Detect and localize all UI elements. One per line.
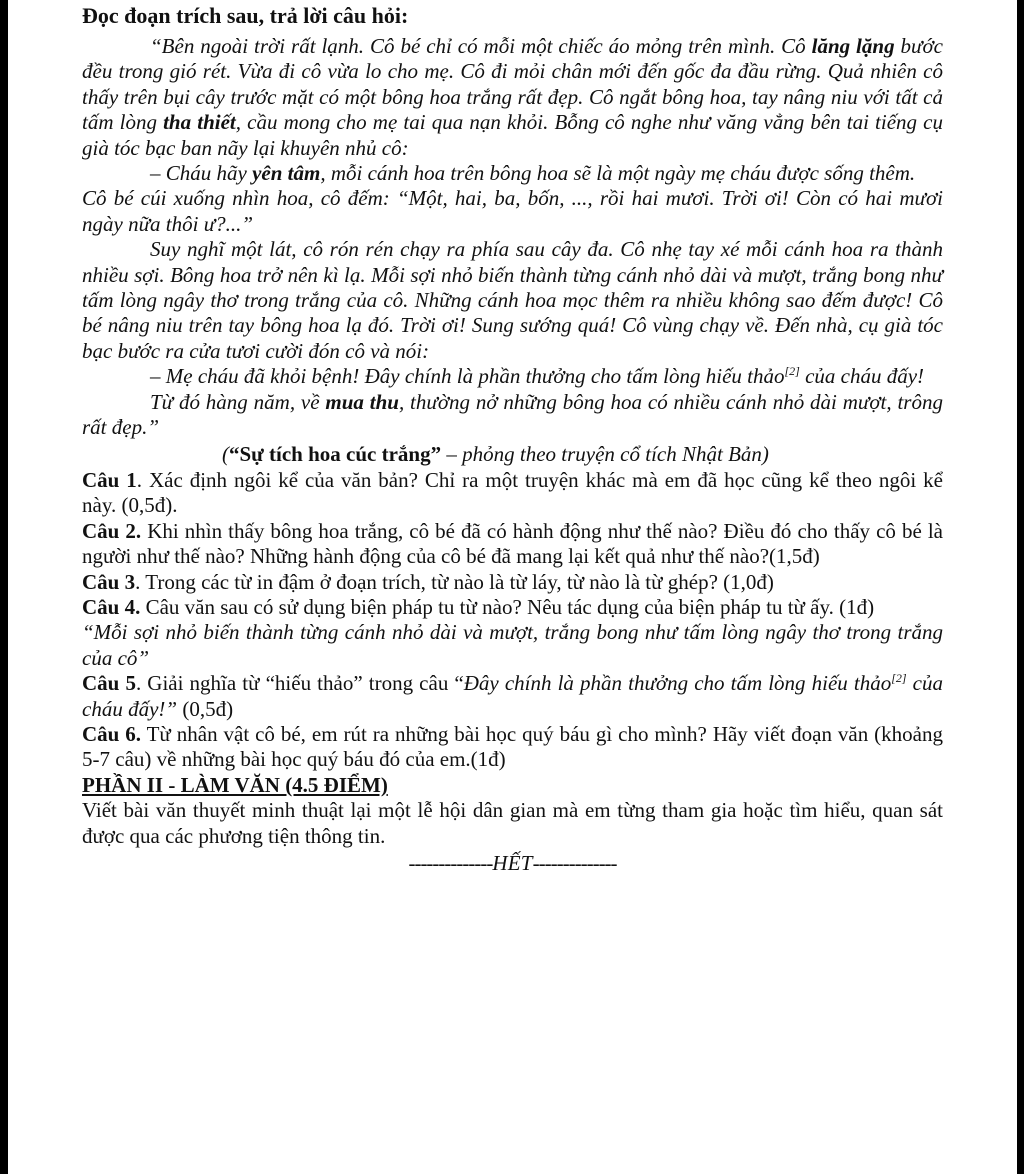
- text-segment: (: [222, 441, 229, 466]
- question-text: . Xác định ngôi kể của văn bản? Chỉ ra một truyện khác mà em đã học cũng kể theo ngôi kể này. (0,5đ).: [82, 467, 943, 518]
- bold-word-mua-thu: mua thu: [325, 389, 399, 414]
- question-4: [82, 595, 943, 620]
- text-segment: – phỏng theo truyện cổ tích Nhật Bản): [441, 441, 769, 466]
- footnote-marker: [2]: [891, 671, 907, 686]
- question-5-quote: Đây chính là phần thưởng cho tấm lòng hiếu thảo: [463, 671, 892, 696]
- question-5: [82, 671, 943, 722]
- question-3: [82, 570, 943, 595]
- bold-word-lang-lang: lăng lặng: [811, 34, 895, 58]
- part-2-title: PHẦN II - LÀM VĂN (4.5 ĐIỂM): [82, 772, 388, 797]
- text-segment: – Mẹ cháu đã khỏi bệnh! Đây chính là phần thưởng cho tấm lòng hiếu thảo: [150, 364, 785, 389]
- question-1: [82, 468, 943, 519]
- question-text: . Giải nghĩa từ “hiếu thảo” trong câu “: [135, 671, 464, 696]
- divider-dashes-left: --------------: [408, 851, 493, 875]
- question-4-quote: “Mỗi sợi nhỏ biến thành từng cánh nhỏ dài và mượt, trắng bong như tấm lòng ngây thơ trong trắng của cô”: [82, 620, 943, 670]
- question-label: Câu 5: [82, 671, 136, 696]
- question-5-quote-end: của cháu đấy!”: [82, 671, 943, 721]
- end-marker: [82, 851, 943, 876]
- excerpt-paragraph-2: [82, 161, 943, 186]
- text-segment: “Bên ngoài trời rất lạnh. Cô bé chỉ có mỗi một chiếc áo mỏng trên mình. Cô: [150, 34, 812, 58]
- excerpt-paragraph-4: Suy nghĩ một lát, cô rón rén chạy ra phía sau cây đa. Cô nhẹ tay xé mỗi cánh hoa ra thành nhiều sợi. Bông hoa trở nên kì lạ. Mỗi sợi nhỏ biến thành từng cánh nhỏ dài và mượt, trắng bong như tấm lòng ngây thơ trong trắng của cô. Những cánh hoa mọc thêm ra nhiều không sao đếm được! Cô bé nâng niu trên tay bông hoa lạ đó. Trời ơi! Sung sướng quá! Cô vùng chạy về. Đến nhà, cụ già tóc bạc bước ra cửa tươi cười đón cô và nói:: [82, 237, 943, 363]
- footnote-marker: [2]: [784, 364, 800, 379]
- reading-heading: Đọc đoạn trích sau, trả lời câu hỏi:: [82, 3, 409, 28]
- question-2: [82, 519, 943, 570]
- question-score: (0,5đ): [177, 696, 234, 721]
- question-label: Câu 2.: [82, 518, 142, 543]
- question-list: [82, 468, 943, 773]
- bold-word-tha-thiet: tha thiết: [163, 110, 236, 135]
- text-segment: của cháu đấy!: [799, 364, 925, 389]
- question-text: Từ nhân vật cô bé, em rút ra những bài học quý báu gì cho mình? Hãy viết đoạn văn (khoảng 5-7 câu) về những bài học quý báu đó của em.(1đ): [82, 721, 943, 772]
- end-label: HẾT: [492, 851, 533, 875]
- question-text: . Trong các từ in đậm ở đoạn trích, từ nào là từ láy, từ nào là từ ghép? (1,0đ): [135, 569, 774, 594]
- excerpt-paragraph-6: [82, 390, 943, 441]
- text-segment: Từ đó hàng năm, về: [150, 389, 326, 414]
- text-segment: , thường nở những bông hoa có nhiều cánh nhỏ dài mượt, trông rất đẹp.”: [82, 389, 943, 440]
- excerpt-paragraph-5: [82, 364, 943, 389]
- question-label: Câu 4.: [82, 594, 141, 619]
- source-title: “Sự tích hoa cúc trắng”: [229, 441, 442, 466]
- bold-word-yen-tam: yên tâm: [252, 161, 321, 186]
- question-6: [82, 722, 943, 773]
- excerpt-paragraph-3: Cô bé cúi xuống nhìn hoa, cô đếm: “Một, hai, ba, bốn, ..., rồi hai mươi. Trời ơi! Còn có hai mươi ngày nữa thôi ư?...”: [82, 186, 943, 236]
- excerpt-source: [82, 442, 943, 467]
- text-segment: , cầu mong cho mẹ tai qua nạn khỏi. Bỗng cô nghe như văng vẳng bên tai tiếng cụ già tóc bạc ban nãy lại khuyên nhủ cô:: [82, 110, 943, 160]
- exam-page: [8, 0, 1017, 1174]
- question-text: Câu văn sau có sử dụng biện pháp tu từ nào? Nêu tác dụng của biện pháp tu từ ấy. (1đ): [140, 594, 875, 619]
- question-label: Câu 6.: [82, 721, 142, 746]
- text-segment: – Cháu hãy: [150, 161, 253, 186]
- excerpt: [82, 34, 943, 441]
- question-text: Khi nhìn thấy bông hoa trắng, cô bé đã có hành động như thế nào? Điều đó cho thấy cô bé là người như thế nào? Những hành động của cô bé đã mang lại kết quả như thế nào?(1,5đ): [82, 518, 943, 569]
- text-segment: , mỗi cánh hoa trên bông hoa sẽ là một ngày mẹ cháu được sống thêm.: [320, 161, 916, 186]
- text-segment: bước đều trong gió rét. Vừa đi cô vừa lo cho mẹ. Cô đi mỏi chân mới đến gốc đa đầu rừng. Quả nhiên cô thấy trên bụi cây trước mặt có một bông hoa trắng rất đẹp. Cô ngắt bông hoa, tay nâng niu với tất cả tấm lòng: [82, 34, 943, 135]
- question-label: Câu 3: [82, 569, 136, 594]
- excerpt-paragraph-1: [82, 34, 943, 161]
- divider-dashes-right: --------------: [532, 851, 617, 875]
- part-2-prompt: Viết bài văn thuyết minh thuật lại một lễ hội dân gian mà em từng tham gia hoặc tìm hiểu, quan sát được qua các phương tiện thông tin.: [82, 798, 943, 848]
- question-label: Câu 1: [82, 467, 137, 492]
